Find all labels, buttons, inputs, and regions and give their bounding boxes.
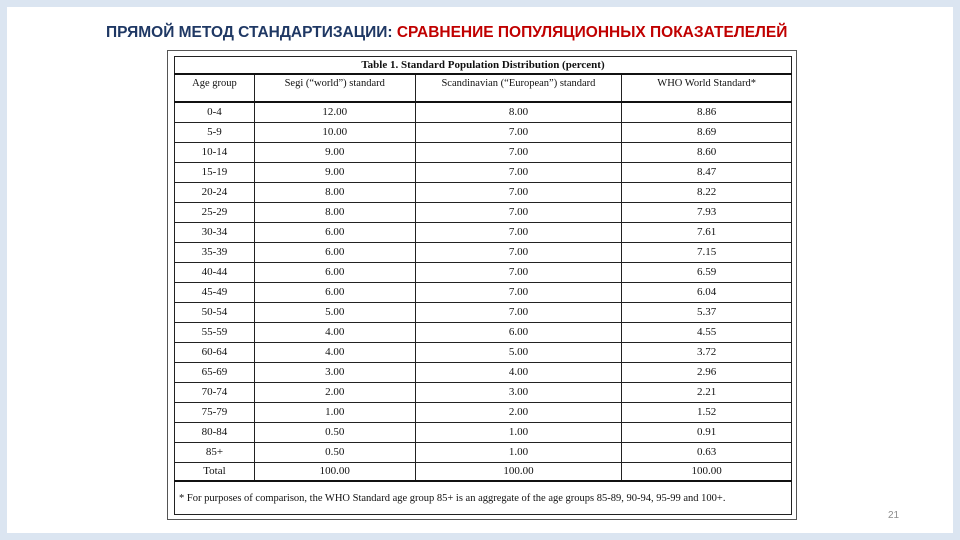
who-cell: 5.37: [622, 303, 792, 323]
table-row: [175, 203, 792, 223]
scandinavian-cell: 1.00: [415, 443, 622, 463]
segi-cell: 0.50: [254, 423, 415, 443]
scandinavian-cell: 7.00: [415, 143, 622, 163]
table-row: [175, 143, 792, 163]
scandinavian-cell: 7.00: [415, 203, 622, 223]
total-cell: 100.00: [415, 463, 622, 482]
who-cell: 7.15: [622, 243, 792, 263]
age-group-cell: 0-4: [175, 102, 255, 123]
segi-cell: 3.00: [254, 363, 415, 383]
scandinavian-cell: 6.00: [415, 323, 622, 343]
table-row: [175, 443, 792, 463]
segi-cell: 9.00: [254, 143, 415, 163]
table-row: [175, 163, 792, 183]
age-group-cell: 65-69: [175, 363, 255, 383]
scandinavian-cell: 7.00: [415, 223, 622, 243]
segi-cell: 2.00: [254, 383, 415, 403]
table-row: [175, 263, 792, 283]
age-group-cell: 25-29: [175, 203, 255, 223]
table-row: [175, 363, 792, 383]
segi-cell: 12.00: [254, 102, 415, 123]
age-group-cell: 5-9: [175, 123, 255, 143]
age-group-cell: 70-74: [175, 383, 255, 403]
who-cell: 3.72: [622, 343, 792, 363]
segi-cell: 6.00: [254, 223, 415, 243]
scandinavian-cell: 7.00: [415, 183, 622, 203]
title-method: ПРЯМОЙ МЕТОД СТАНДАРТИЗАЦИИ:: [106, 24, 393, 41]
standard-population-table: [174, 56, 792, 515]
scandinavian-cell: 1.00: [415, 423, 622, 443]
who-cell: 8.60: [622, 143, 792, 163]
table-row: [175, 383, 792, 403]
age-group-cell: 75-79: [175, 403, 255, 423]
who-cell: 8.69: [622, 123, 792, 143]
scandinavian-cell: 7.00: [415, 303, 622, 323]
who-cell: 2.21: [622, 383, 792, 403]
scandinavian-cell: 7.00: [415, 283, 622, 303]
age-group-cell: 80-84: [175, 423, 255, 443]
segi-cell: 5.00: [254, 303, 415, 323]
total-cell: 100.00: [622, 463, 792, 482]
table-row: [175, 323, 792, 343]
footnote-row: [175, 481, 792, 515]
scandinavian-cell: 7.00: [415, 163, 622, 183]
segi-cell: 9.00: [254, 163, 415, 183]
scandinavian-cell: 7.00: [415, 243, 622, 263]
scandinavian-cell: 7.00: [415, 123, 622, 143]
segi-cell: 6.00: [254, 263, 415, 283]
segi-cell: 10.00: [254, 123, 415, 143]
age-group-cell: 50-54: [175, 303, 255, 323]
who-cell: 0.63: [622, 443, 792, 463]
who-cell: 7.61: [622, 223, 792, 243]
who-cell: 7.93: [622, 203, 792, 223]
age-group-cell: 60-64: [175, 343, 255, 363]
age-group-cell: 20-24: [175, 183, 255, 203]
age-group-cell: 35-39: [175, 243, 255, 263]
header-who: WHO World Standard*: [622, 74, 792, 102]
scandinavian-cell: 7.00: [415, 263, 622, 283]
scandinavian-cell: 2.00: [415, 403, 622, 423]
table-image-frame: [167, 50, 797, 520]
header-scandinavian: Scandinavian (“European”) standard: [415, 74, 622, 102]
scandinavian-cell: 5.00: [415, 343, 622, 363]
table-row: [175, 343, 792, 363]
who-cell: 1.52: [622, 403, 792, 423]
segi-cell: 4.00: [254, 323, 415, 343]
table-caption-row: [175, 57, 792, 75]
who-cell: 6.59: [622, 263, 792, 283]
age-group-cell: 30-34: [175, 223, 255, 243]
age-group-cell: 10-14: [175, 143, 255, 163]
age-group-cell: 45-49: [175, 283, 255, 303]
age-group-cell: 15-19: [175, 163, 255, 183]
total-row: [175, 463, 792, 482]
table-row: [175, 303, 792, 323]
page-number: 21: [888, 510, 900, 521]
total-label: Total: [175, 463, 255, 482]
title-comparison: СРАВНЕНИЕ ПОПУЛЯЦИОННЫХ ПОКАЗАТЕЛЕЛЕЙ: [396, 24, 788, 41]
who-cell: 6.04: [622, 283, 792, 303]
segi-cell: 0.50: [254, 443, 415, 463]
age-group-cell: 40-44: [175, 263, 255, 283]
segi-cell: 8.00: [254, 203, 415, 223]
scandinavian-cell: 8.00: [415, 102, 622, 123]
table-footnote: * For purposes of comparison, the WHO Standard age group 85+ is an aggregate of the age groups 85-89, 90-94, 95-99 and 100+.: [175, 481, 792, 515]
table-caption: Table 1. Standard Population Distribution (percent): [175, 57, 792, 75]
segi-cell: 6.00: [254, 283, 415, 303]
age-group-cell: 85+: [175, 443, 255, 463]
table-row: [175, 123, 792, 143]
total-cell: 100.00: [254, 463, 415, 482]
table-row: [175, 243, 792, 263]
who-cell: 2.96: [622, 363, 792, 383]
segi-cell: 6.00: [254, 243, 415, 263]
table-row: [175, 283, 792, 303]
segi-cell: 8.00: [254, 183, 415, 203]
segi-cell: 4.00: [254, 343, 415, 363]
table-header-row: [175, 74, 792, 102]
who-cell: 0.91: [622, 423, 792, 443]
slide-title: [106, 24, 787, 42]
table-row: [175, 423, 792, 443]
who-cell: 8.47: [622, 163, 792, 183]
table-row: [175, 102, 792, 123]
table-row: [175, 223, 792, 243]
header-age-group: Age group: [175, 74, 255, 102]
who-cell: 8.86: [622, 102, 792, 123]
age-group-cell: 55-59: [175, 323, 255, 343]
who-cell: 8.22: [622, 183, 792, 203]
segi-cell: 1.00: [254, 403, 415, 423]
table-row: [175, 403, 792, 423]
header-segi: Segi (“world”) standard: [254, 74, 415, 102]
table-row: [175, 183, 792, 203]
scandinavian-cell: 3.00: [415, 383, 622, 403]
who-cell: 4.55: [622, 323, 792, 343]
scandinavian-cell: 4.00: [415, 363, 622, 383]
